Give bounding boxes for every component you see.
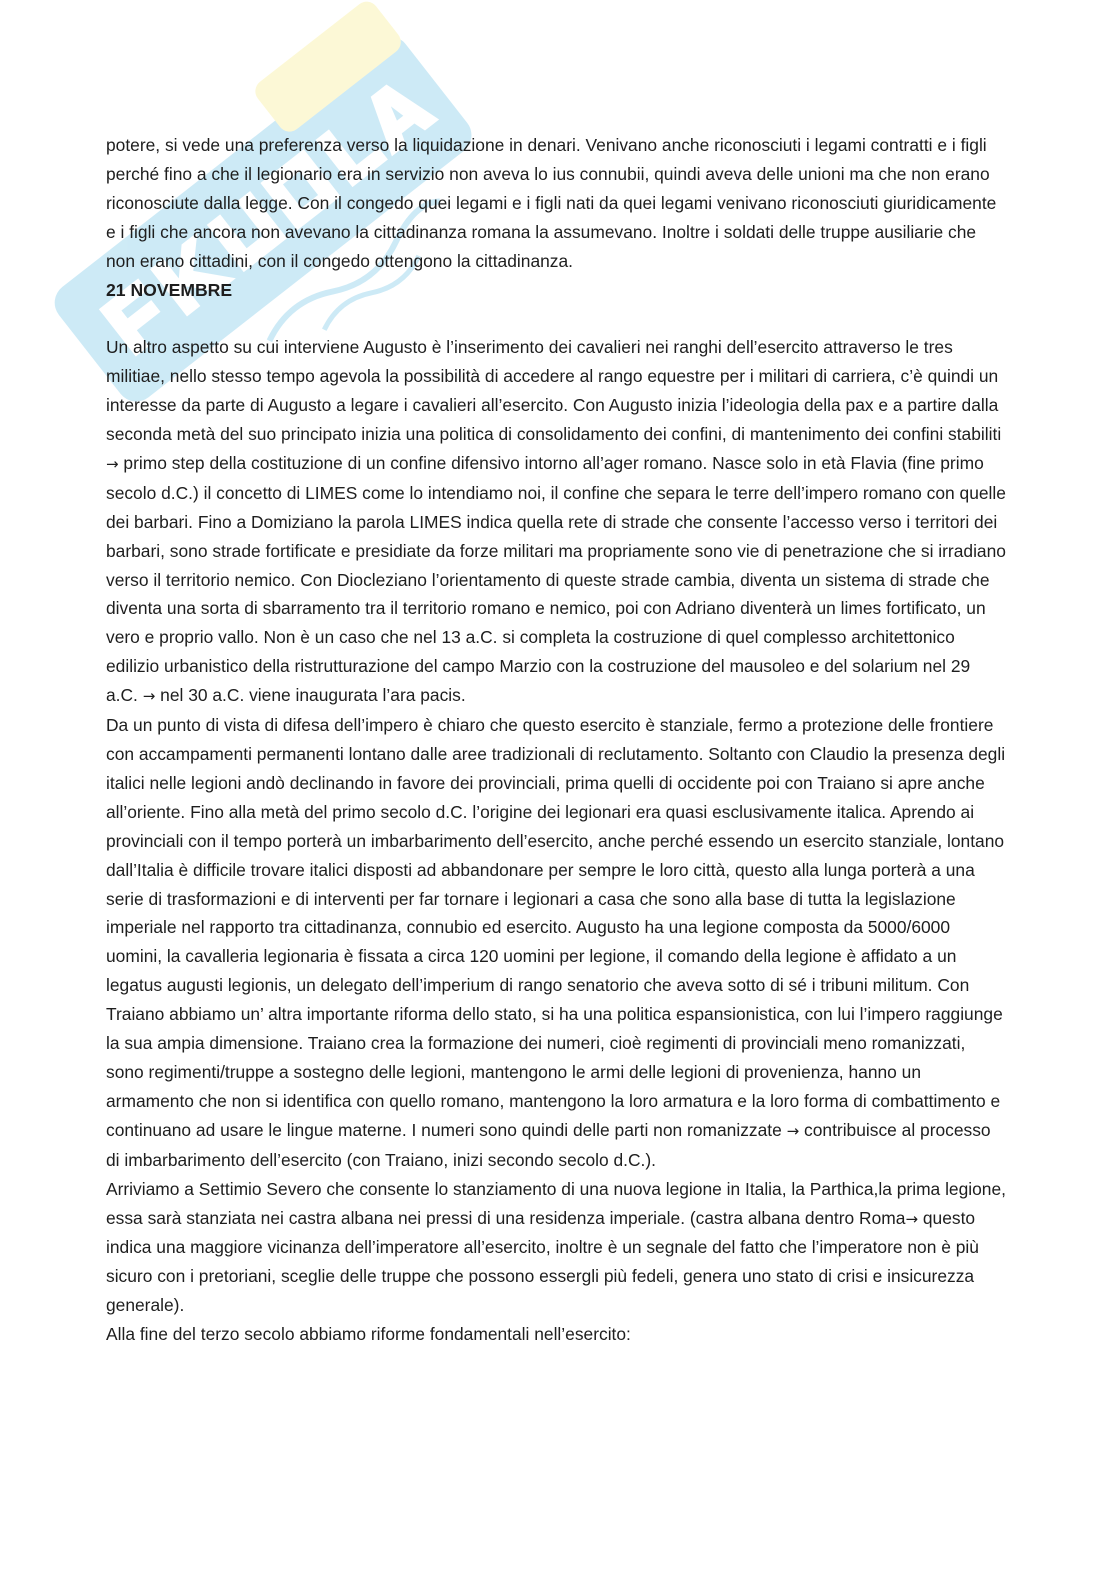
paragraph-augusto-limes xyxy=(106,333,1006,711)
paragraph-text: Un altro aspetto su cui interviene Augusto è l’inserimento dei cavalieri nei ranghi dell’esercito attraverso le tres militiae, nello stesso tempo agevola la possibilità di accedere al rango equestre per i militari di carriera, c’è quindi un interesse da parte di Augusto a legare i cavalieri all’esercito. Con Augusto inizia l’ideologia della pax e a partire dalla seconda metà del suo principato inizia una politica di consolidamento dei confini, di mantenimento dei confini stabiliti xyxy=(106,337,1002,445)
arrow-right-icon: → xyxy=(905,1209,919,1228)
paragraph-intro: potere, si vede una preferenza verso la liquidazione in denari. Venivano anche riconosciuti i legami contratti e i figli perché fino a che il legionario era in servizio non aveva lo ius connubii, quindi aveva delle unioni ma che non erano riconosciute dalla legge. Con il congedo quei legami e i figli nati da quei legami venivano riconosciuti giuridicamente e i figli che ancora non avevano la cittadinanza romana la assumevano. Inoltre i soldati delle truppe ausiliarie che non erano cittadini, con il congedo ottengono la cittadinanza. xyxy=(106,135,997,271)
arrow-right-icon: → xyxy=(142,687,156,706)
paragraph-text: nel 30 a.C. viene inaugurata l’ara pacis. xyxy=(160,685,466,706)
arrow-right-icon: → xyxy=(786,1121,800,1140)
paragraph-terzo-secolo: Alla fine del terzo secolo abbiamo riforme fondamentali nell’esercito: xyxy=(106,1324,631,1345)
paragraph-text: questo indica una maggiore vicinanza dell’imperatore all’esercito, inoltre è un segnale del fatto che l’imperatore non è più sicuro con i pretoriani, sceglie delle truppe che possono essergli più fedeli, genera uno stato di crisi e insicurezza generale). xyxy=(106,1207,979,1316)
paragraph-text: contribuisce al processo di imbarbarimento dell’esercito (con Traiano, inizi secondo secolo d.C.). xyxy=(106,1119,991,1170)
document-body xyxy=(106,131,1006,1349)
paragraph-text: Arriviamo a Settimio Severo che consente lo stanziamento di una nuova legione in Italia, la Parthica,la prima legione, essa sarà stanziata nei castra albana nei pressi di una residenza imperiale. (castra albana dentro Roma xyxy=(106,1178,1006,1228)
paragraph-text: Da un punto di vista di difesa dell’impero è chiaro che questo esercito è stanziale, fermo a protezione delle frontiere con accampamenti permanenti lontano dalle aree tradizionali di reclutamento. Soltanto con Claudio la presenza degli italici nelle legioni andò declinando in favore dei provinciali, prima quelli di occidente poi con Traiano si apre anche all’oriente. Fino alla metà del primo secolo d.C. l’origine dei legionari era quasi esclusivamente italica. Aprendo ai provinciali con il tempo porterà un imbarbarimento dell’esercito, anche perché essendo un esercito stanziale, lontano dall’Italia è difficile trovare italici disposti ad abbandonare per sempre le loro città, questo alla lunga porterà a una serie di trasformazioni e di interventi per far tornare i legionari a casa che sono alla base di tutta la legislazione imperiale nel rapporto tra cittadinanza, connubio ed esercito. Augusto ha una legione composta da 5000/6000 uomini, la cavalleria legionaria è fissata a circa 120 uomini per legione, il comando della legione è affidato a un legatus augusti legionis, un delegato dell’imperium di rango senatorio che aveva sotto di sé i tribuni militum. Con Traiano abbiamo un’ altra importante riforma dello stato, si ha una politica espansionistica, con lui l’impero raggiunge la sua ampia dimensione. Traiano crea la formazione dei numeri, cioè regimenti di provinciali meno romanizzati, sono regimenti/truppe a sostegno delle legioni, mantengono le armi delle legioni di provenienza, hanno un armamento che non si identifica con quello romano, mantengono la loro armatura e la loro forma di combattimento e continuano ad usare le lingue materne. I numeri sono quindi delle parti non romanizzate xyxy=(106,715,1006,1140)
date-heading: 21 NOVEMBRE xyxy=(106,279,233,300)
paragraph-difesa-impero xyxy=(106,711,1006,1175)
arrow-right-icon: → xyxy=(106,454,119,473)
paragraph-settimio-severo xyxy=(106,1175,1006,1321)
paragraph-text: primo step della costituzione di un confine difensivo intorno all’ager romano. Nasce solo in età Flavia (fine primo secolo d.C.) il concetto di LIMES come lo intendiamo noi, il confine che separa le terre dell’impero romano con quelle dei barbari. Fino a Domiziano la parola LIMES indica quella rete di strade che consente l’accesso verso i territori dei barbari, sono strade fortificate e presidiate da forze militari ma propriamente sono vie di penetrazione che si irradiano verso il territorio nemico. Con Diocleziano l’orientamento di queste strade cambia, diventa un sistema di strade che diventa una sorta di sbarramento tra il territorio romano e nemico, poi con Adriano diventerà un limes fortificato, un vero e proprio vallo. Non è un caso che nel 13 a.C. si completa la costruzione di quel complesso architettonico edilizio urbanistico della ristrutturazione del campo Marzio con la costruzione del mausoleo e del solarium nel 29 a.C. xyxy=(106,452,1006,706)
